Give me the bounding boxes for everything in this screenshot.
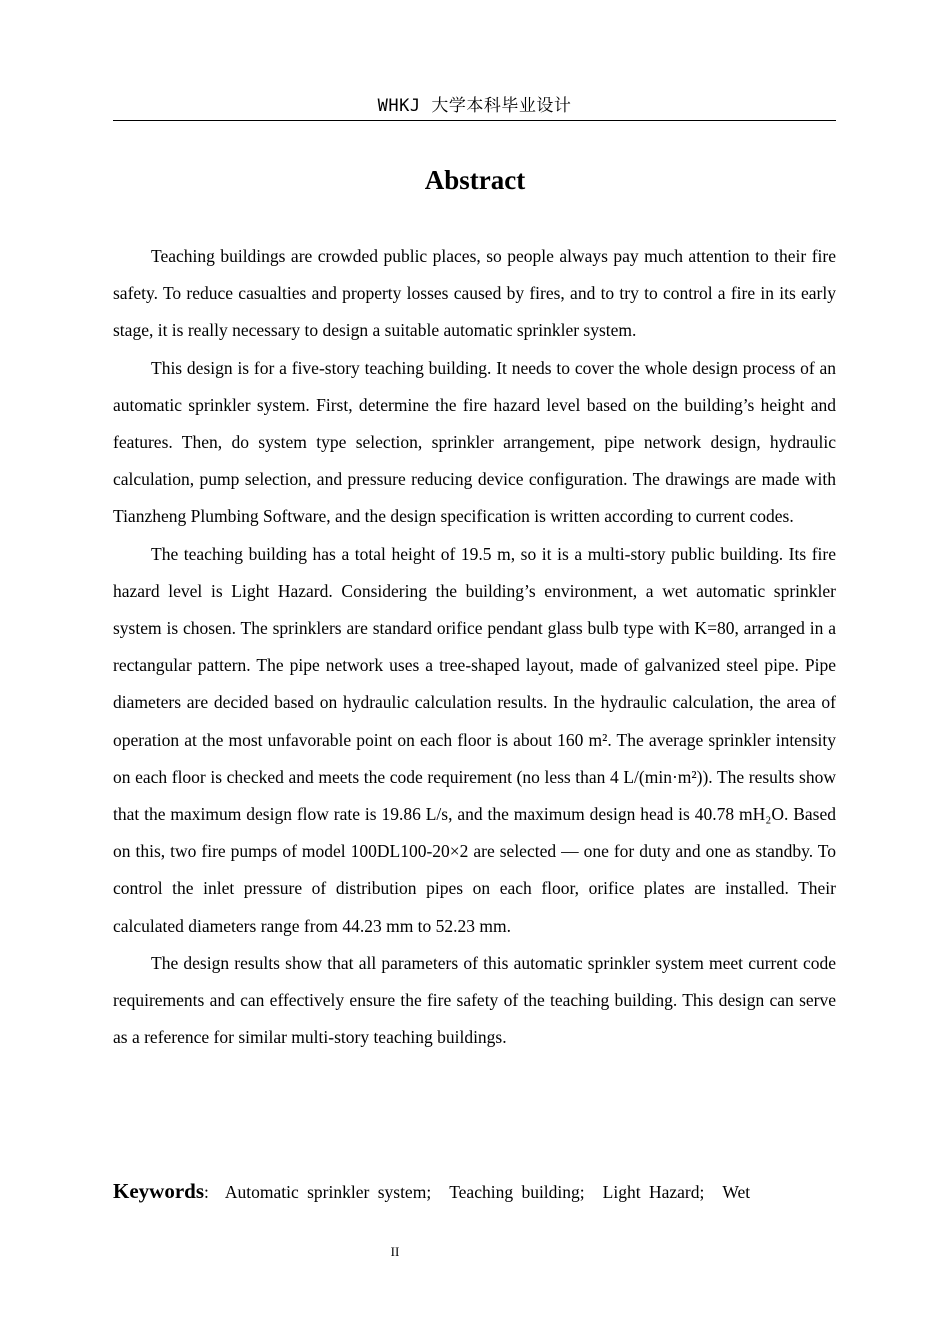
keywords-colon: :	[204, 1182, 209, 1202]
paragraph-2: This design is for a five-story teaching building. It needs to cover the whole design process of an automatic sprinkler system. First, determine the fire hazard level based on the building’s height and features. Then, do system type selection, sprinkler arrangement, pipe network design, hydraulic calculation, pump selection, and pressure reducing device configuration. The drawings are made with Tianzheng Plumbing Software, and the design specification is written according to current codes.	[113, 357, 836, 527]
keywords-label: Keywords	[113, 1179, 204, 1203]
keyword-item: Teaching building;	[449, 1182, 585, 1202]
keyword-item: Automatic sprinkler system;	[224, 1182, 432, 1202]
keywords-line	[113, 1173, 836, 1210]
paragraph-3: The teaching building has a total height of 19.5 m, so it is a multi-story public building. Its fire hazard level is Light Hazard. Considering the building’s environment, a wet automatic sprinkler system is chosen. The sprinklers are standard orifice pendant glass bulb type with K=80, arranged in a rectangular pattern. The pipe network uses a tree-shaped layout, made of galvanized steel pipe. Pipe diameters are decided based on hydraulic calculation results. In the hydraulic calculation, the area of operation at the most unfavorable point on each floor is about 160 m². The average sprinkler intensity on each floor is checked and meets the code requirement (no less than 4 L/(min·m²)). The results show that the maximum design flow rate is 19.86 L/s, and the maximum design head is 40.78 mH₂O. Based on this, two fire pumps of model 100DL100-20×2 are selected — one for duty and one as standby. To control the inlet pressure of distribution pipes on each floor, orifice plates are installed. Their calculated diameters range from 44.23 mm to 52.23 mm.	[113, 543, 836, 936]
abstract-title: Abstract	[424, 165, 526, 195]
header-text: WHKJ 大学本科毕业设计	[377, 96, 572, 116]
running-header	[113, 94, 836, 121]
page-number: II	[390, 1244, 400, 1259]
paragraph-1: Teaching buildings are crowded public places, so people always pay much attention to their fire safety. To reduce casualties and property losses caused by fires, and to try to control a fire in its early stage, it is really necessary to design a suitable automatic sprinkler system.	[113, 246, 836, 341]
keyword-item: Light Hazard;	[602, 1182, 705, 1202]
paragraph-4: The design results show that all parameters of this automatic sprinkler system meet current code requirements and can effectively ensure the fire safety of the teaching building. This design can serve as a reference for similar multi-story teaching buildings.	[113, 952, 836, 1048]
keyword-item: Wet	[722, 1182, 751, 1202]
abstract-body	[113, 238, 836, 1056]
